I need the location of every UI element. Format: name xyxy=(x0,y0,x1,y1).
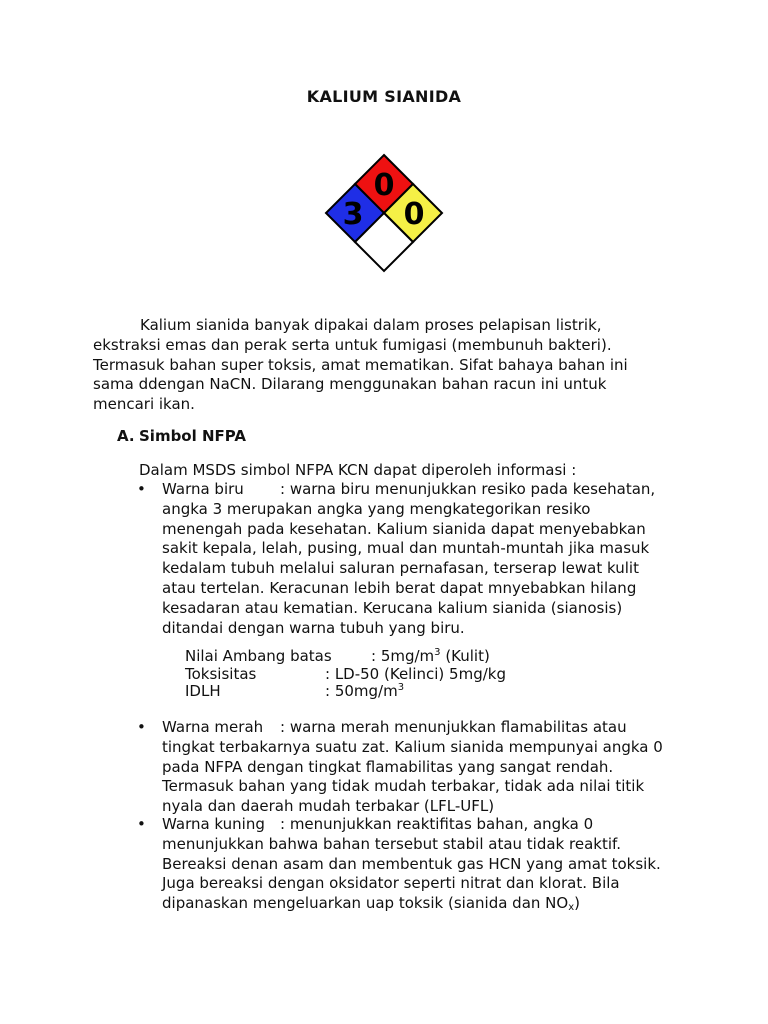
bullet-label: Warna merah xyxy=(162,718,264,736)
bullet-dot: • xyxy=(137,718,146,736)
nfpa-health-value: 3 xyxy=(342,197,364,232)
bullet-dot: • xyxy=(137,815,146,833)
bullet-text: : menunjukkan reaktifitas bahan, angka 0 menunjukkan bahwa bahan tersebut stabil atau tidak reaktif. Bereaksi denan asam dan membentuk gas HCN yang amat toksik. Juga bereaksi dengan oksidator seperti nitrat dan klorat. Bila dipanaskan mengeluarkan uap toksik (sianida dan NO xyxy=(162,815,661,913)
section-marker: A. xyxy=(117,427,135,445)
bullet-text-end: ) xyxy=(574,894,580,913)
value-tail: (Kulit) xyxy=(440,647,490,665)
nfpa-flammability-value: 0 xyxy=(373,168,395,203)
section-lead: Dalam MSDS simbol NFPA KCN dapat diperoleh informasi : xyxy=(139,461,577,479)
intro-paragraph: Kalium sianida banyak dipakai dalam proses pelapisan listrik, ekstraksi emas dan perak serta untuk fumigasi (membunuh bakteri). Termasuk bahan super toksis, amat mematikan. Sifat bahaya bahan ini sama ddengan NaCN. Dilarang menggunakan bahan racun ini untuk mencari ikan. xyxy=(93,316,628,414)
value-sup: 3 xyxy=(434,647,441,658)
value-row xyxy=(185,683,506,701)
value-row xyxy=(185,648,506,666)
nfpa-diamond xyxy=(321,152,447,278)
bullet-red xyxy=(137,718,672,817)
bullet-text: : warna merah menunjukkan flamabilitas atau tingkat terbakarnya suatu zat. Kalium sianida mempunyai angka 0 pada NFPA dengan tingkat flamabilitas yang sangat rendah. Termasuk bahan yang tidak mudah terbakar, tidak ada nilai titik nyala dan daerah mudah terbakar (LFL-UFL) xyxy=(162,718,663,816)
value-text: : 50mg/m xyxy=(325,682,398,700)
value-sup: 3 xyxy=(397,682,405,693)
bullet-label: Warna biru xyxy=(162,480,244,498)
bullet-text: : warna biru menunjukkan resiko pada kesehatan, angka 3 merupakan angka yang mengkategorikan resiko menengah pada kesehatan. Kalium sianida dapat menyebabkan sakit kepala, lelah, pusing, mual dan muntah-muntah jika masuk kedalam tubuh melalui saluran pernafasan, terserap lewat kulit atau tertelan. Keracunan lebih berat dapat mnyebabkan hilang kesadaran atau kematian. Kerucana kalium sianida (sianosis) ditandai dengan warna tubuh yang biru. xyxy=(162,480,656,637)
value-key: Nilai Ambang batas xyxy=(185,647,332,665)
value-text: : LD-50 (Kelinci) 5mg/kg xyxy=(325,664,506,683)
bullet-yellow xyxy=(137,815,672,914)
nfpa-reactivity-value: 0 xyxy=(403,197,425,232)
section-title: Simbol NFPA xyxy=(139,427,247,445)
page-title: KALIUM SIANIDA xyxy=(306,87,462,106)
bullet-label: Warna kuning xyxy=(162,815,265,833)
value-key: IDLH xyxy=(185,682,221,700)
bullet-dot: • xyxy=(137,480,146,498)
values-block xyxy=(185,648,506,701)
bullet-blue xyxy=(137,480,672,638)
value-row xyxy=(185,666,506,684)
value-key: Toksisitas xyxy=(185,664,257,683)
value-text: : 5mg/m xyxy=(371,647,435,665)
section-heading xyxy=(117,427,246,445)
bullet-subscript: x xyxy=(568,902,575,914)
